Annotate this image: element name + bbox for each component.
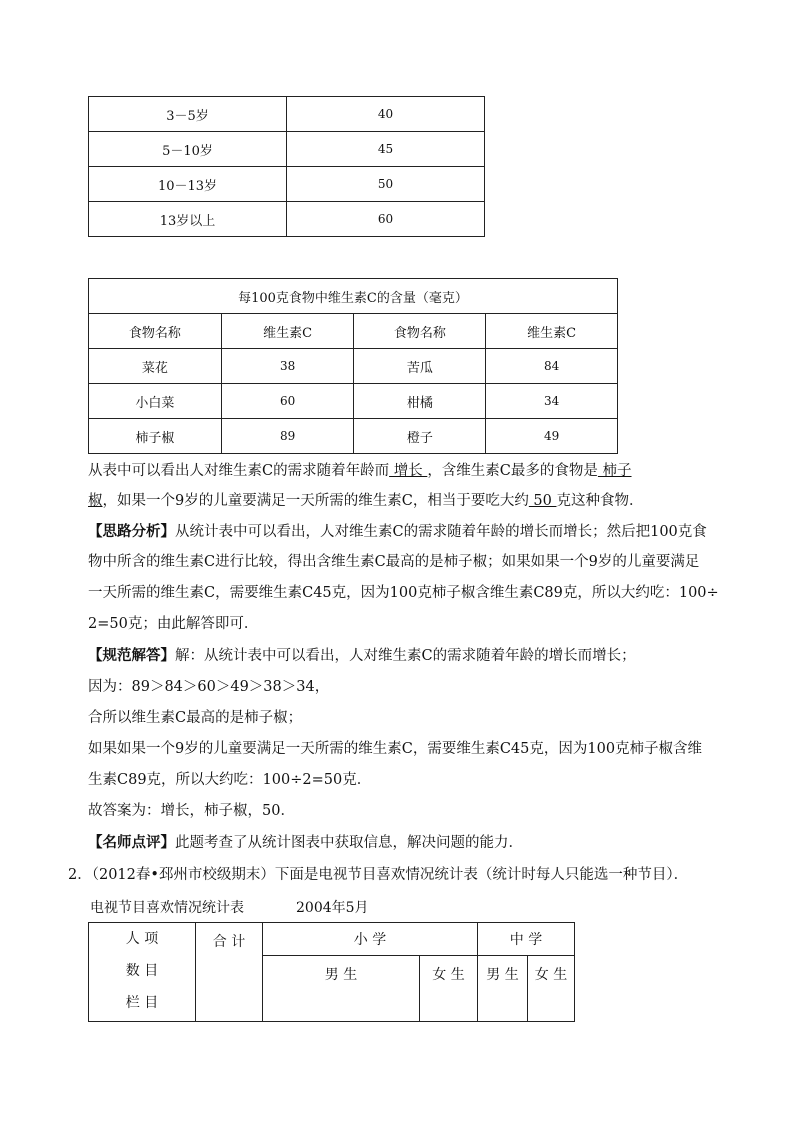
analysis-line-1	[88, 522, 707, 542]
comment-label: 【名师点评】	[88, 834, 175, 851]
age-cell: 13岁以上	[89, 202, 287, 237]
food-name-cell: 柿子椒	[89, 419, 222, 454]
comment-text: 此题考查了从统计图表中获取信息，解决问题的能力．	[175, 835, 523, 851]
table-row	[89, 202, 485, 237]
vitamin-c-cell: 84	[486, 349, 618, 384]
vitamin-c-cell: 60	[221, 384, 354, 419]
age-cell: 3－5岁	[89, 97, 287, 132]
question-text: 从表中可以看出人对维生素C的需求随着年龄而	[88, 463, 390, 479]
middle-school-header: 中 学	[478, 923, 575, 956]
table-row	[89, 167, 485, 202]
column-header: 食物名称	[354, 314, 486, 349]
middle-girls-header: 女 生	[528, 956, 575, 1022]
table-title: 每100克食物中维生素C的含量（毫克）	[89, 279, 618, 314]
table-row	[89, 384, 618, 419]
answer-blank: 椒	[88, 493, 103, 509]
answer-blank: 增长	[389, 463, 428, 479]
table-title-row	[89, 279, 618, 314]
problem-2-text: 2．（2012春•邳州市校级期末）下面是电视节目喜欢情况统计表（统计时每人只能选一种节目）．	[68, 867, 689, 883]
table-row	[89, 97, 485, 132]
column-header: 维生素C	[221, 314, 354, 349]
food-name-cell: 苦瓜	[354, 349, 486, 384]
solution-text: 解：从统计表中可以看出，人对维生素C的需求随着年龄的增长而增长；	[175, 648, 636, 664]
column-header: 食物名称	[89, 314, 222, 349]
corner-label: 人 项	[125, 931, 159, 947]
question-line-1	[88, 461, 632, 481]
table-row	[89, 132, 485, 167]
primary-girls-header: 女 生	[420, 956, 478, 1022]
food-name-cell: 小白菜	[89, 384, 222, 419]
food-name-cell: 菜花	[89, 349, 222, 384]
corner-label: 栏 目	[125, 995, 159, 1011]
question-line-2	[88, 491, 644, 511]
vitamin-c-table	[88, 278, 618, 454]
vitamin-c-cell: 49	[486, 419, 618, 454]
analysis-line-4: 2=50克；由此解答即可．	[88, 616, 259, 632]
food-name-cell: 柑橘	[354, 384, 486, 419]
tv-preference-table	[88, 922, 575, 1022]
middle-boys-header: 男 生	[478, 956, 528, 1022]
tv-table-date: 2004年5月	[296, 900, 369, 916]
table-header-row	[89, 314, 618, 349]
solution-line-4: 如果如果一个9岁的儿童要满足一天所需的维生素C，需要维生素C45克，因为100克柿子椒含维	[88, 741, 703, 757]
solution-label: 【规范解答】	[88, 647, 175, 664]
analysis-line-2: 物中所含的维生素C进行比较，得出含维生素C最高的是柿子椒；如果如果一个9岁的儿童要满足	[88, 554, 700, 570]
tv-table-title: 电视节目喜欢情况统计表	[90, 900, 244, 916]
vitamin-c-cell: 89	[221, 419, 354, 454]
table-row	[89, 419, 618, 454]
amount-cell: 40	[287, 97, 485, 132]
age-cell: 5－10岁	[89, 132, 287, 167]
analysis-label: 【思路分析】	[88, 523, 175, 540]
table-row	[89, 349, 618, 384]
question-text: ，如果一个9岁的儿童要满足一天所需的维生素C，相当于要吃大约	[102, 493, 529, 509]
age-cell: 10－13岁	[89, 167, 287, 202]
answer-blank: 50	[528, 493, 557, 509]
solution-line-1	[88, 646, 636, 666]
vitamin-c-cell: 34	[486, 384, 618, 419]
answer-blank: 柿子	[597, 463, 632, 479]
primary-boys-header: 男 生	[263, 956, 420, 1022]
total-header: 合 计	[196, 923, 263, 1022]
analysis-line-3: 一天所需的维生素C，需要维生素C45克，因为100克柿子椒含维生素C89克，所以大约吃：100÷	[88, 585, 719, 601]
question-text: ，含维生素C最多的食物是	[427, 463, 598, 479]
solution-line-6: 故答案为：增长，柿子椒，50．	[88, 803, 295, 819]
corner-label: 数 目	[125, 963, 159, 979]
amount-cell: 60	[287, 202, 485, 237]
amount-cell: 50	[287, 167, 485, 202]
solution-line-5: 生素C89克，所以大约吃：100÷2=50克．	[88, 772, 372, 788]
analysis-text: 从统计表中可以看出，人对维生素C的需求随着年龄的增长而增长；然后把100克食	[175, 524, 707, 540]
column-header: 维生素C	[486, 314, 618, 349]
solution-line-2: 因为：89＞84＞60＞49＞38＞34，	[88, 679, 330, 695]
question-text: 克这种食物．	[556, 493, 644, 509]
amount-cell: 45	[287, 132, 485, 167]
corner-header	[89, 923, 196, 1022]
comment-line	[88, 833, 523, 853]
age-requirement-table	[88, 96, 485, 237]
vitamin-c-cell: 38	[221, 349, 354, 384]
food-name-cell: 橙子	[354, 419, 486, 454]
solution-line-3: 合所以维生素C最高的是柿子椒；	[88, 710, 303, 726]
primary-school-header: 小 学	[263, 923, 478, 956]
